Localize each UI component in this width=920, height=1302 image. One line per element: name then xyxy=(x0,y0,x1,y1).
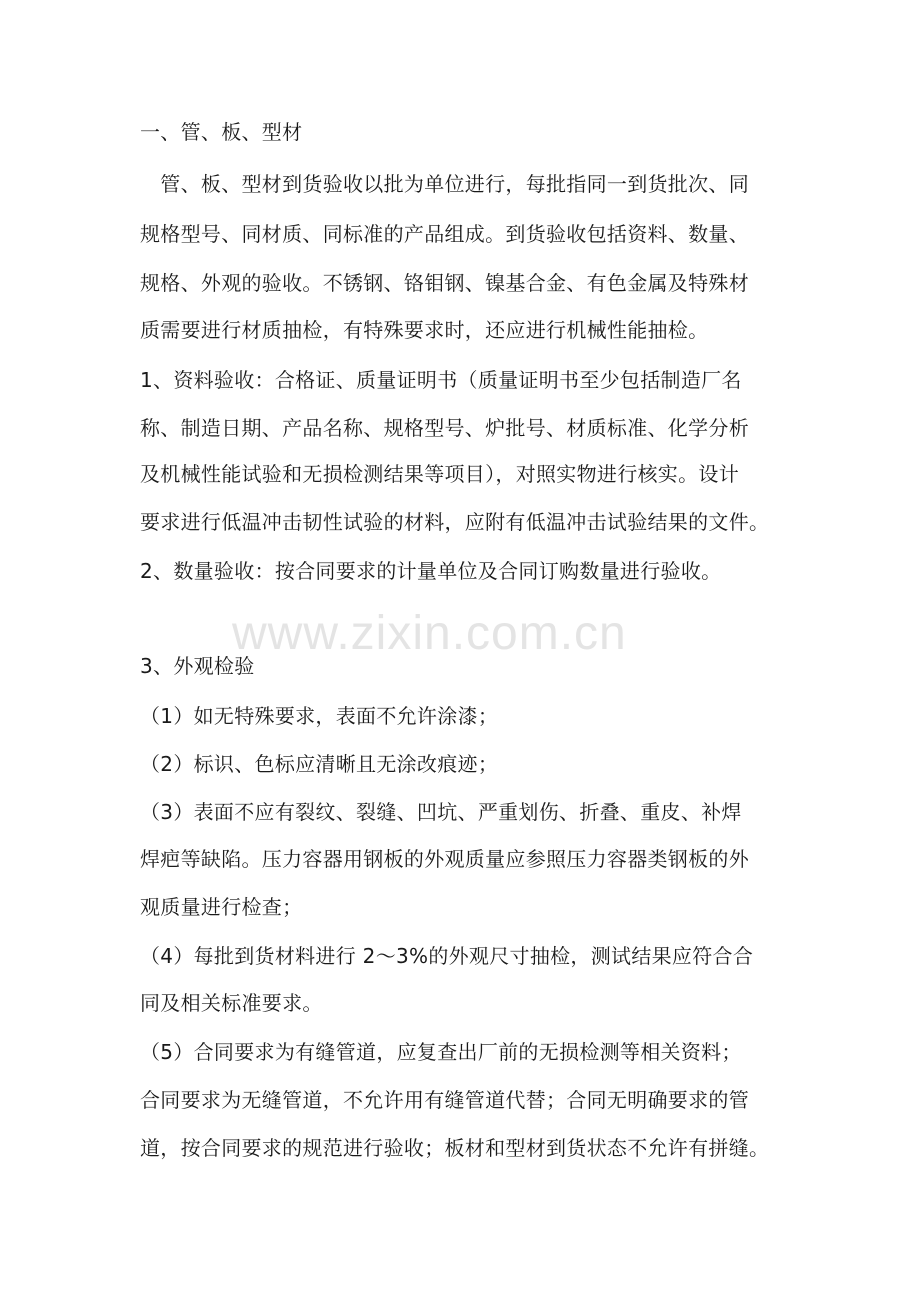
paragraph-line: 规格、外观的验收。不锈钢、铬钼钢、镍基合金、有色金属及特殊材 xyxy=(140,271,749,295)
list-item: 道，按合同要求的规范进行验收；板材和型材到货状态不允许有拼缝。 xyxy=(140,1136,770,1160)
list-item: 同及相关标准要求。 xyxy=(140,991,323,1015)
list-item: 合同要求为无缝管道，不允许用有缝管道代替；合同无明确要求的管 xyxy=(140,1088,749,1112)
item-line: 2、数量验收：按合同要求的计量单位及合同订购数量进行验收。 xyxy=(140,559,722,583)
list-item: （5）合同要求为有缝管道，应复查出厂前的无损检测等相关资料； xyxy=(140,1040,742,1064)
section-heading: 一、管、板、型材 xyxy=(140,120,303,144)
item-line: 及机械性能试验和无损检测结果等项目），对照实物进行核实。设计 xyxy=(140,462,739,486)
watermark: www.zixin.com.cn xyxy=(232,607,627,660)
paragraph-line: 质需要进行材质抽检，有特殊要求时，还应进行机械性能抽检。 xyxy=(140,318,709,342)
list-item: （3）表面不应有裂纹、裂缝、凹坑、严重划伤、折叠、重皮、补焊 xyxy=(140,800,742,824)
item-line: 称、制造日期、产品名称、规格型号、炉批号、材质标准、化学分析 xyxy=(140,416,749,440)
item-line: 1、资料验收：合格证、质量证明书（质量证明书至少包括制造厂名 xyxy=(140,368,742,392)
subsection-heading: 3、外观检验 xyxy=(140,654,255,678)
list-item: （1）如无特殊要求，表面不允许涂漆； xyxy=(140,704,499,728)
list-item: （4）每批到货材料进行 2～3%的外观尺寸抽检，测试结果应符合合 xyxy=(140,944,754,968)
paragraph-line: 管、板、型材到货验收以批为单位进行，每批指同一到货批次、同 xyxy=(140,172,749,196)
paragraph-line: 规格型号、同材质、同标准的产品组成。到货验收包括资料、数量、 xyxy=(140,222,749,246)
list-item: 焊疤等缺陷。压力容器用钢板的外观质量应参照压力容器类钢板的外 xyxy=(140,847,749,871)
list-item: 观质量进行检查； xyxy=(140,895,303,919)
list-item: （2）标识、色标应清晰且无涂改痕迹； xyxy=(140,752,499,776)
item-line: 要求进行低温冲击韧性试验的材料，应附有低温冲击试验结果的文件。 xyxy=(140,510,770,534)
